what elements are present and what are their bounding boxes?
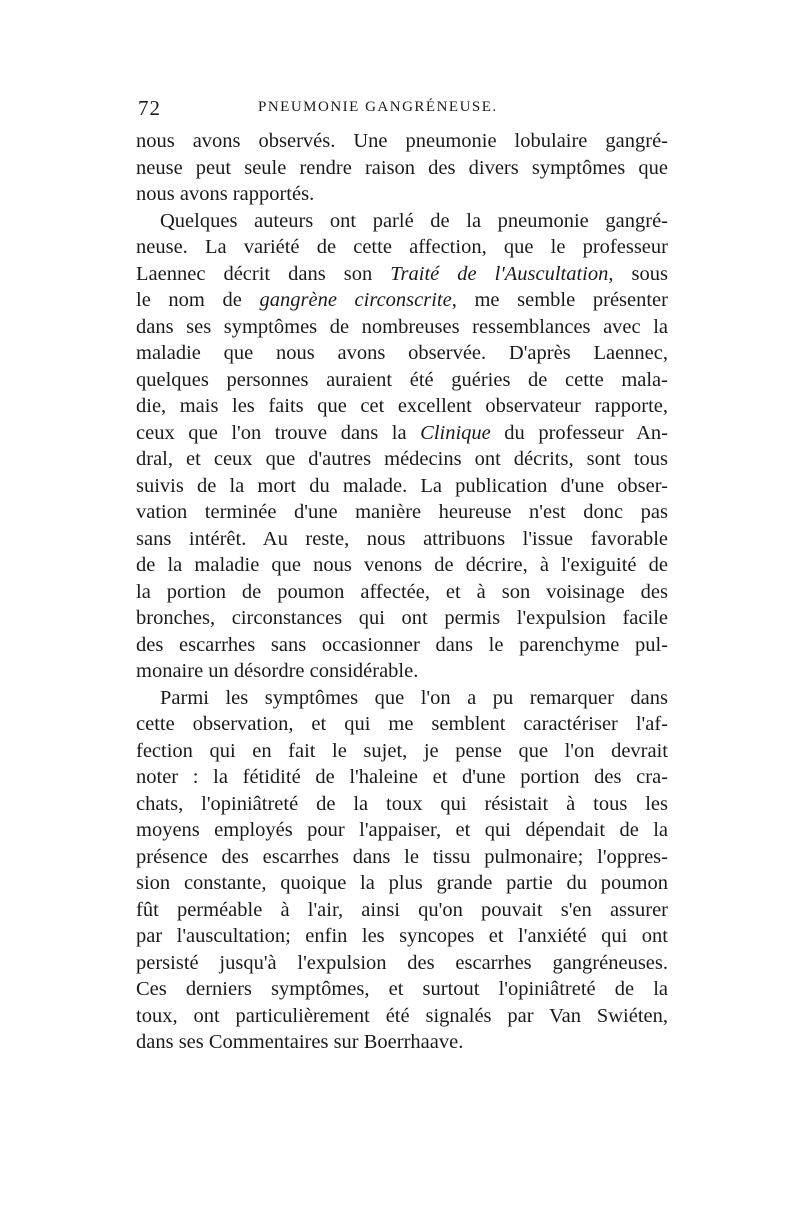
text-line: cette observation, et qui me semblent caractériser l'af- <box>136 713 668 735</box>
text-line: fection qui en fait le sujet, je pense que l'on devrait <box>136 739 668 762</box>
text-line: persisté jusqu'à l'expulsion des escarrhes gangréneuses. <box>136 951 668 974</box>
text-line: la portion de poumon affectée, et à son voisinage des <box>136 580 668 603</box>
body-text <box>136 128 668 1056</box>
text-line: neuse. La variété de cette affection, que le professeur <box>136 236 668 258</box>
text-line: nous avons rapportés. <box>136 183 315 205</box>
text-line: dans ses symptômes de nombreuses ressemblances avec la <box>136 315 668 338</box>
running-title: PNEUMONIE GANGRÉNEUSE. <box>258 99 498 115</box>
italic-term: Traité de l'Auscultation <box>390 262 609 285</box>
text-line: neuse peut seule rendre raison des divers symptômes que <box>136 156 668 179</box>
text-line: Quelques auteurs ont parlé de la pneumonie gangré- <box>160 209 668 232</box>
text-line: die, mais les faits que cet excellent observateur rapporte, <box>136 395 668 417</box>
text-line: monaire un désordre considérable. <box>136 660 419 682</box>
text-line: fût perméable à l'air, ainsi qu'on pouvait s'en assurer <box>136 898 668 921</box>
italic-term: Clinique <box>420 421 491 444</box>
text-line: nous avons observés. Une pneumonie lobulaire gangré- <box>136 130 668 152</box>
text-line: maladie que nous avons observée. D'après Laennec, <box>136 342 668 364</box>
page-number: 72 <box>138 96 161 120</box>
text-line: ceux que l'on trouve dans la Clinique du professeur An- <box>136 421 668 444</box>
text-line: dral, et ceux que d'autres médecins ont décrits, sont tous <box>136 448 668 470</box>
text-line: vation terminée d'une manière heureuse n'est donc pas <box>136 501 668 523</box>
text-line: toux, ont particulièrement été signalés par Van Swiéten, <box>136 1004 668 1027</box>
text-line: dans ses Commentaires sur Boerrhaave. <box>136 1031 464 1053</box>
text-line: des escarrhes sans occasionner dans le parenchyme pul- <box>136 633 668 656</box>
running-head <box>138 96 668 122</box>
text-line: de la maladie que nous venons de décrire, à l'exiguité de <box>136 554 668 576</box>
text-line: le nom de gangrène circonscrite, me semble présenter <box>136 289 668 311</box>
text-line: noter : la fétidité de l'haleine et d'une portion des cra- <box>136 766 668 788</box>
text-line: suivis de la mort du malade. La publication d'une obser- <box>136 474 668 497</box>
text-line: Laennec décrit dans son Traité de l'Auscultation, sous <box>136 262 668 285</box>
italic-term: gangrène circonscrite <box>259 289 452 311</box>
text-line: bronches, circonstances qui ont permis l'expulsion facile <box>136 607 668 629</box>
text-line: sans intérêt. Au reste, nous attribuons l'issue favorable <box>136 527 668 550</box>
text-line: chats, l'opiniâtreté de la toux qui résistait à tous les <box>136 792 668 815</box>
text-line: présence des escarrhes dans le tissu pulmonaire; l'oppres- <box>136 845 668 868</box>
text-line: par l'auscultation; enfin les syncopes et l'anxiété qui ont <box>136 925 668 947</box>
paragraph <box>136 128 668 208</box>
text-line: moyens employés pour l'appaiser, et qui dépendait de la <box>136 819 668 841</box>
paragraph <box>136 685 668 1056</box>
text-line: Ces derniers symptômes, et surtout l'opiniâtreté de la <box>136 978 668 1000</box>
text-line: sion constante, quoique la plus grande partie du poumon <box>136 872 668 894</box>
paragraph <box>136 208 668 685</box>
text-line: Parmi les symptômes que l'on a pu remarquer dans <box>160 686 668 709</box>
text-line: quelques personnes auraient été guéries de cette mala- <box>136 368 668 391</box>
